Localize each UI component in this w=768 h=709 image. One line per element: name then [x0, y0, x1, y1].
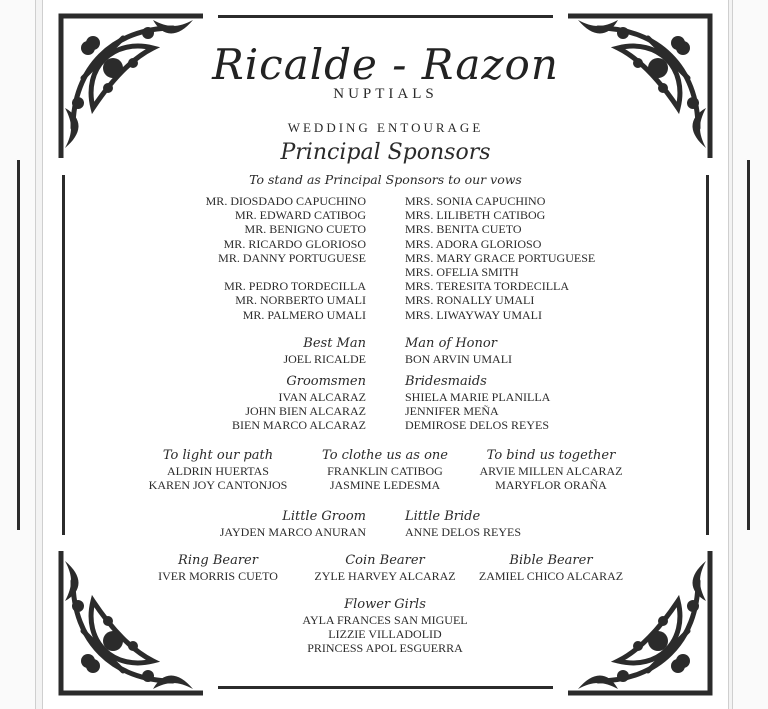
principal-sponsors-subheading: To stand as Principal Sponsors to our vows: [249, 172, 522, 187]
sponsor-name: MRS. MARY GRACE PORTUGUESE: [405, 250, 596, 265]
little-bride-role: Little Bride: [405, 509, 481, 524]
flower-girl-name: PRINCESS APOL ESGUERRA: [307, 641, 463, 656]
sponsor-name: MRS. SONIA CAPUCHINO: [405, 194, 546, 208]
ring-bearer-name: IVER MORRIS CUETO: [158, 569, 278, 583]
little-bride-name: ANNE DELOS REYES: [405, 525, 521, 539]
sponsor-name: MR. NORBERTO UMALI: [235, 293, 366, 308]
couple-title: Ricalde - Razon: [212, 40, 559, 89]
sponsor-name: [206, 265, 366, 279]
principal-sponsors-heading: Principal Sponsors: [280, 140, 491, 165]
bridesmaids-role: Bridesmaids: [405, 374, 487, 389]
sponsor-name: MR. DIOSDADO CAPUCHINO: [205, 194, 366, 208]
coin-bearer-name: ZYLE HARVEY ALCARAZ: [314, 569, 456, 583]
sponsor-name: MRS. LILIBETH CATIBOG: [405, 208, 546, 223]
section-heading: WEDDING ENTOURAGE: [287, 120, 484, 135]
veil-sponsor-name: FRANKLIN CATIBOG: [327, 464, 443, 478]
man-of-honor-name: BON ARVIN UMALI: [405, 352, 513, 366]
little-bride-block: [405, 509, 521, 539]
candle-sponsor-name: ALDRIN HUERTAS: [167, 464, 269, 478]
groomsman-name: JOHN BIEN ALCARAZ: [245, 404, 366, 419]
ring-bearer-role: Ring Bearer: [178, 553, 258, 568]
sponsor-name: MR. RICARDO GLORIOSO: [223, 236, 366, 251]
bible-bearer-role: Bible Bearer: [509, 553, 593, 568]
best-man-name: JOEL RICALDE: [283, 352, 366, 366]
sponsor-name: MRS. RONALLY UMALI: [405, 293, 535, 308]
best-man-role: Best Man: [303, 336, 366, 351]
frame-top-line: [218, 15, 553, 18]
little-groom-name: JAYDEN MARCO ANURAN: [219, 525, 366, 539]
nuptials-subtitle: NUPTIALS: [333, 86, 438, 102]
right-adjacent-panel: [732, 0, 768, 709]
bridesmaid-name: JENNIFER MEÑA: [405, 404, 499, 419]
candle-sponsors-role: To light our path: [162, 448, 274, 463]
bridesmaids-block: [405, 374, 550, 433]
best-man-block: [283, 336, 366, 366]
little-groom-role: Little Groom: [282, 509, 366, 524]
entourage-card: [42, 0, 729, 709]
frame-right-line: [706, 175, 709, 535]
sponsors-left-column: [206, 194, 366, 322]
coin-bearer-role: Coin Bearer: [345, 553, 425, 568]
left-panel-bar: [17, 160, 20, 530]
cord-sponsor-name: MARYFLOR ORAÑA: [495, 478, 607, 493]
flower-girl-name: LIZZIE VILLADOLID: [328, 627, 442, 642]
right-panel-bar: [747, 160, 750, 530]
groomsman-name: IVAN ALCARAZ: [278, 390, 366, 404]
bridesmaid-name: DEMIROSE DELOS REYES: [405, 418, 550, 433]
sponsor-name: MRS. ADORA GLORIOSO: [405, 236, 542, 251]
groomsmen-block: [232, 374, 366, 433]
bible-bearer-block: [451, 553, 651, 583]
sponsor-name: MRS. OFELIA SMITH: [405, 264, 519, 279]
sponsor-name: MR. EDWARD CATIBOG: [234, 208, 366, 223]
sponsor-name: MR. PEDRO TORDECILLA: [224, 279, 366, 294]
bible-bearer-name: ZAMIEL CHICO ALCARAZ: [478, 569, 624, 583]
man-of-honor-block: [405, 336, 512, 366]
sponsor-name: MR. DANNY PORTUGUESE: [218, 250, 366, 265]
veil-sponsor-name: JASMINE LEDESMA: [329, 478, 441, 493]
cord-sponsors-block: [451, 448, 651, 492]
frame-bottom-line: [218, 686, 553, 689]
groomsmen-role: Groomsmen: [286, 374, 366, 389]
groomsman-name: BIEN MARCO ALCARAZ: [231, 418, 366, 433]
bridesmaid-name: SHIELA MARIE PLANILLA: [405, 390, 551, 404]
sponsor-name: MR. BENIGNO CUETO: [244, 222, 366, 237]
cord-sponsor-name: ARVIE MILLEN ALCARAZ: [479, 464, 623, 478]
flower-girl-name: AYLA FRANCES SAN MIGUEL: [302, 613, 468, 627]
flower-girls-role: Flower Girls: [344, 597, 426, 612]
sponsor-name: MRS. TERESITA TORDECILLA: [405, 279, 570, 294]
veil-sponsors-role: To clothe us as one: [322, 448, 448, 463]
sponsor-name: MRS. LIWAYWAY UMALI: [405, 307, 543, 322]
sponsors-right-column: [405, 194, 595, 322]
little-groom-block: [220, 509, 366, 539]
frame-left-line: [62, 175, 65, 535]
sponsor-name: MR. PALMERO UMALI: [242, 307, 366, 322]
sponsor-name: MRS. BENITA CUETO: [405, 222, 522, 237]
flower-girls-block: [285, 597, 485, 656]
cord-sponsors-role: To bind us together: [486, 448, 616, 463]
man-of-honor-role: Man of Honor: [405, 336, 497, 351]
candle-sponsor-name: KAREN JOY CANTONJOS: [148, 478, 288, 493]
left-adjacent-panel: [0, 0, 36, 709]
